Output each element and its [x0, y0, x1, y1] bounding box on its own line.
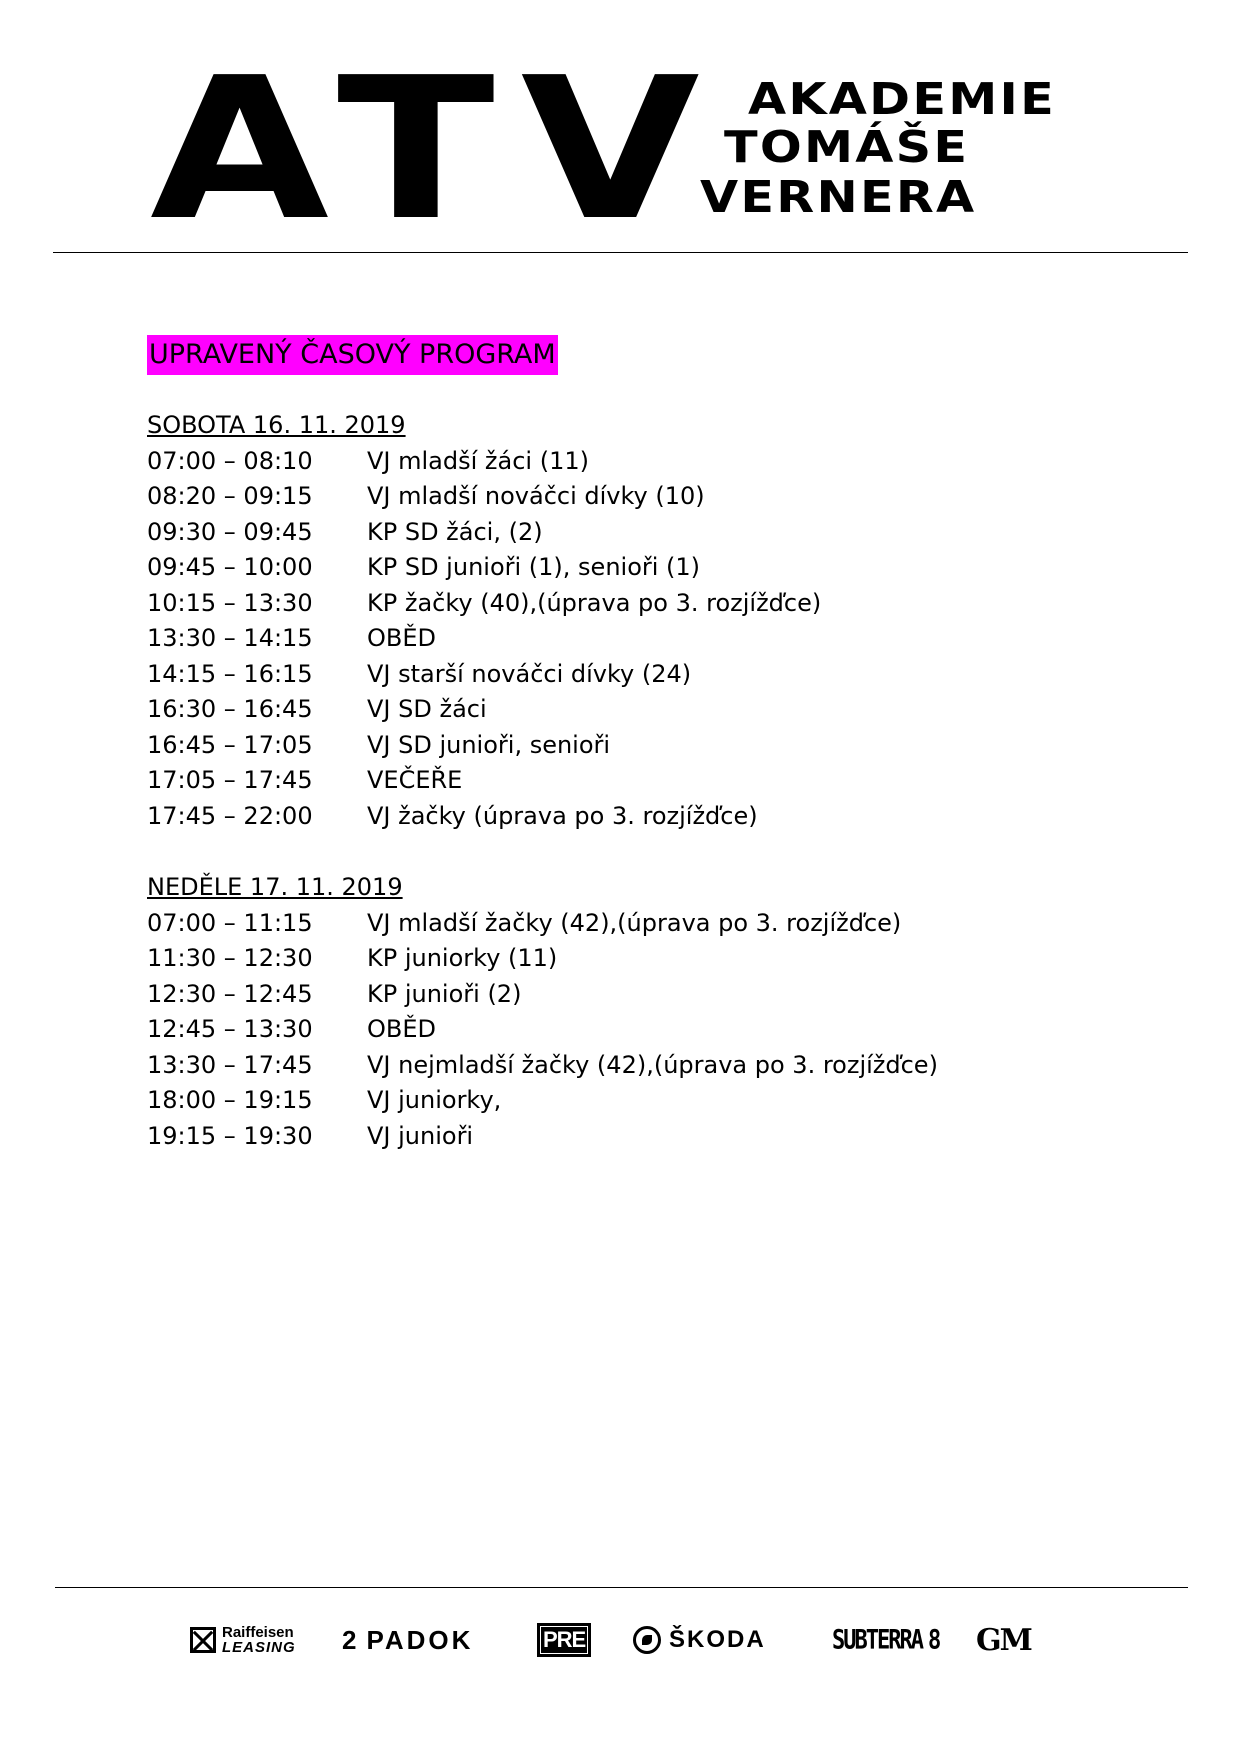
schedule-time: 07:00 – 08:10 — [147, 446, 313, 475]
schedule-event: KP SD žáci, (2) — [367, 517, 543, 546]
schedule-time: 17:45 – 22:00 — [147, 801, 313, 830]
schedule-event: OBĚD — [367, 1015, 436, 1043]
pre-text: PRE — [537, 1623, 591, 1657]
padok-logo — [342, 1618, 473, 1662]
day-title: NEDĚLE 17. 11. 2019 — [147, 873, 403, 901]
schedule-row — [147, 1048, 1147, 1084]
schedule-event: KP juniorky (11) — [367, 944, 558, 972]
schedule-event: VJ mladší nováčci dívky (10) — [367, 482, 705, 510]
schedule-time: 09:45 – 10:00 — [147, 553, 313, 581]
subterra-mark: 8 — [927, 1625, 940, 1655]
schedule-event: VJ žačky (úprava po 3. rozjížďce) — [367, 801, 758, 830]
schedule-time: 09:30 – 09:45 — [147, 517, 313, 546]
schedule-row — [147, 977, 1147, 1013]
raiffeisen-line-1: Raiffeisen — [222, 1624, 294, 1641]
org-name-line-1: AKADEMIE — [748, 74, 1056, 125]
schedule-time: 16:30 – 16:45 — [147, 695, 313, 723]
schedule-row — [147, 1119, 1147, 1155]
sponsor-logos — [190, 1618, 1040, 1668]
gm-logo — [976, 1618, 1031, 1662]
padok-icon: 2 — [342, 1624, 357, 1655]
org-name-line-3: VERNERA — [700, 172, 977, 223]
schedule-row — [147, 906, 1147, 942]
schedule-row — [147, 657, 1147, 693]
gm-text: GM — [976, 1622, 1031, 1658]
schedule-row — [147, 444, 1147, 480]
schedule-row — [147, 799, 1147, 835]
schedule-time: 18:00 – 19:15 — [147, 1086, 313, 1114]
schedule-event: VJ juniorky, — [367, 1086, 502, 1114]
schedule-row — [147, 621, 1147, 657]
day-title: SOBOTA 16. 11. 2019 — [147, 411, 406, 439]
schedule-event: KP žačky (40),(úprava po 3. rozjížďce) — [367, 588, 822, 617]
schedule-row — [147, 1012, 1147, 1048]
schedule-event: VJ SD junioři, senioři — [367, 730, 611, 759]
schedule-time: 14:15 – 16:15 — [147, 659, 313, 688]
schedule-time: 07:00 – 11:15 — [147, 908, 313, 937]
schedule-row — [147, 692, 1147, 728]
schedule-event: OBĚD — [367, 624, 436, 652]
subterra-logo — [832, 1618, 939, 1662]
footer-divider — [55, 1587, 1188, 1588]
skoda-text: ŠKODA — [669, 1626, 766, 1653]
atv-logo-text: ATV — [150, 36, 726, 264]
schedule-time: 08:20 – 09:15 — [147, 482, 313, 510]
program-content — [147, 335, 1147, 1154]
schedule-row — [147, 1083, 1147, 1119]
schedule-row — [147, 479, 1147, 515]
schedule-row — [147, 728, 1147, 764]
org-name-line-2: TOMÁŠE — [724, 122, 970, 173]
schedule-event: KP junioři (2) — [367, 979, 522, 1008]
schedule-event: VEČEŘE — [367, 766, 463, 794]
schedule-row — [147, 515, 1147, 551]
schedule-row — [147, 941, 1147, 977]
day-section-sunday — [147, 870, 1147, 1154]
raiffeisen-leasing-logo — [190, 1618, 296, 1662]
schedule-row — [147, 550, 1147, 586]
schedule-event: VJ starší nováčci dívky (24) — [367, 659, 692, 688]
padok-text: PADOK — [366, 1624, 474, 1655]
schedule-time: 12:45 – 13:30 — [147, 1015, 313, 1043]
day-section-saturday — [147, 408, 1147, 834]
skoda-logo — [633, 1618, 766, 1662]
schedule-time: 13:30 – 14:15 — [147, 624, 313, 652]
schedule-event: VJ junioři — [367, 1121, 474, 1150]
schedule-time: 10:15 – 13:30 — [147, 588, 313, 617]
schedule-time: 17:05 – 17:45 — [147, 766, 313, 794]
schedule-time: 12:30 – 12:45 — [147, 979, 313, 1008]
schedule-event: VJ nejmladší žačky (42),(úprava po 3. rozjížďce) — [367, 1050, 938, 1079]
raiffeisen-line-2: LEASING — [222, 1639, 296, 1656]
schedule-row — [147, 586, 1147, 622]
schedule-time: 16:45 – 17:05 — [147, 730, 313, 759]
schedule-event: VJ mladší žáci (11) — [367, 446, 589, 475]
pre-logo — [537, 1618, 591, 1662]
schedule-time: 19:15 – 19:30 — [147, 1121, 313, 1150]
schedule-time: 11:30 – 12:30 — [147, 944, 313, 972]
skoda-arrow-icon — [633, 1626, 661, 1654]
schedule-event: VJ SD žáci — [367, 695, 487, 723]
schedule-time: 13:30 – 17:45 — [147, 1050, 313, 1079]
raiffeisen-cross-icon — [190, 1627, 216, 1653]
schedule-event: VJ mladší žačky (42),(úprava po 3. rozjížďce) — [367, 908, 902, 937]
header-logo — [150, 36, 1100, 264]
schedule-row — [147, 763, 1147, 799]
subterra-text: SUBTERRA — [832, 1625, 922, 1655]
schedule-event: KP SD junioři (1), senioři (1) — [367, 553, 701, 581]
program-title: UPRAVENÝ ČASOVÝ PROGRAM — [147, 335, 558, 375]
header-divider — [53, 252, 1188, 253]
